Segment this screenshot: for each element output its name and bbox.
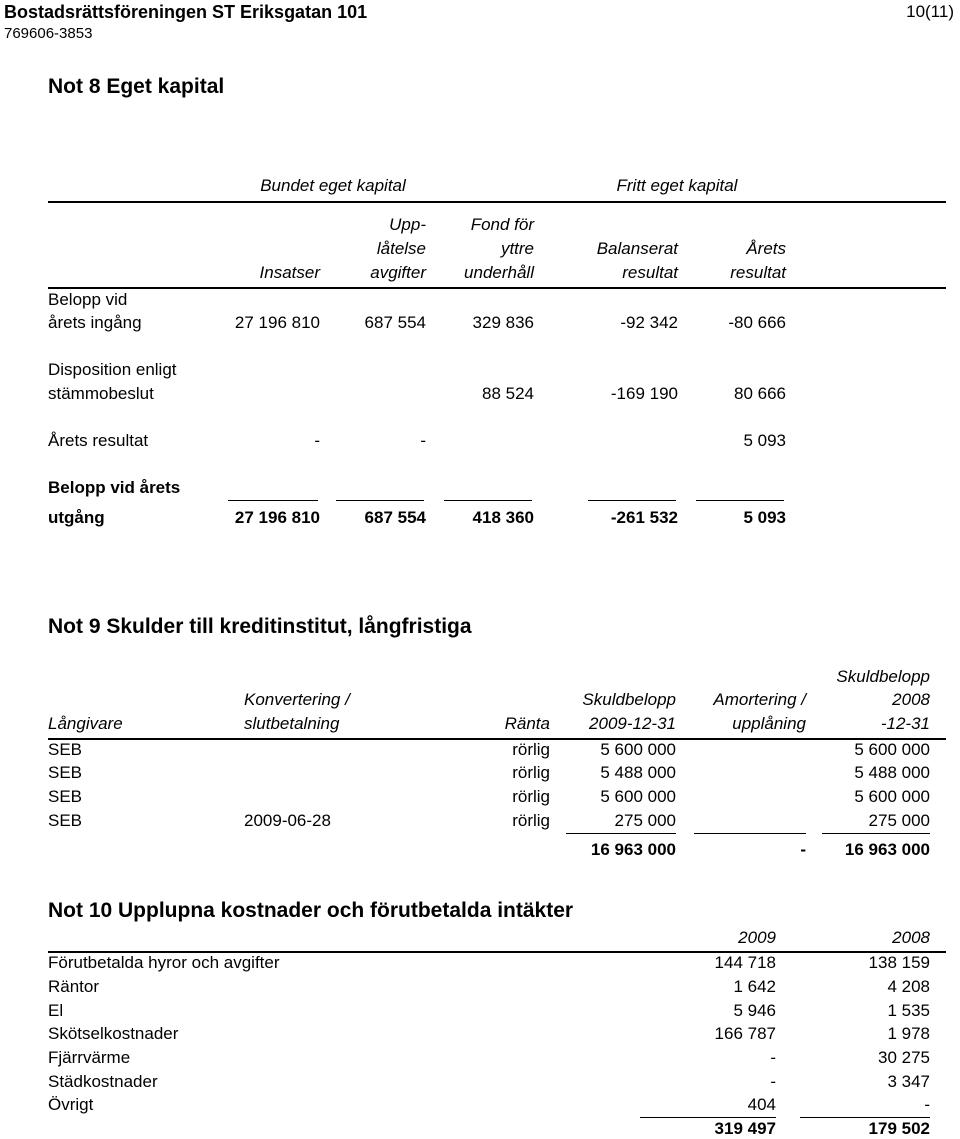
table-row-rate: rörlig bbox=[512, 740, 550, 759]
col-header-langivare: Långivare bbox=[48, 714, 123, 733]
total-debt-2008: 16 963 000 bbox=[844, 840, 930, 859]
table-row-debt-2008: 5 600 000 bbox=[854, 787, 930, 806]
list-item-2008: 3 347 bbox=[887, 1072, 930, 1091]
list-item-label: Städkostnader bbox=[48, 1072, 158, 1091]
col-header-fond-l3: underhåll bbox=[464, 263, 534, 282]
row-label: stämmobeslut bbox=[48, 384, 154, 403]
cell-value: 80 666 bbox=[734, 384, 786, 403]
note-8-title: Not 8 Eget kapital bbox=[48, 75, 225, 98]
table-row-debt-2009: 5 600 000 bbox=[600, 740, 676, 759]
col-header-amortering-l2: Amortering / bbox=[713, 690, 806, 709]
row-label: Belopp vid årets bbox=[48, 478, 181, 497]
sum-rule bbox=[640, 1117, 776, 1118]
col-header-upplatelse-l3: avgifter bbox=[370, 263, 426, 282]
col-header-konvertering-l3: slutbetalning bbox=[244, 714, 340, 733]
table-row-lender: SEB bbox=[48, 787, 83, 806]
table-row-rate: rörlig bbox=[512, 811, 550, 830]
list-item-2008: 1 535 bbox=[887, 1001, 930, 1020]
sum-rule bbox=[588, 500, 676, 501]
list-item-2009: - bbox=[770, 1048, 776, 1067]
table-row-debt-2009: 5 488 000 bbox=[600, 763, 676, 782]
cell-value: 5 093 bbox=[743, 431, 786, 450]
table-row-lender: SEB bbox=[48, 740, 83, 759]
cell-value: 88 524 bbox=[482, 384, 534, 403]
list-item-2009: 404 bbox=[747, 1095, 776, 1114]
col-header-balanserat-l2: Balanserat bbox=[596, 239, 678, 258]
cell-value: -92 342 bbox=[620, 313, 678, 332]
cell-value: 27 196 810 bbox=[234, 313, 320, 332]
row-label: utgång bbox=[48, 508, 105, 527]
col-header-balanserat-l3: resultat bbox=[622, 263, 678, 282]
col-header-2008: 2008 bbox=[892, 928, 930, 947]
col-header-amortering-l3: upplåning bbox=[732, 714, 806, 733]
cell-value: 5 093 bbox=[743, 508, 786, 527]
col-header-fond-l1: Fond för bbox=[470, 215, 534, 234]
sum-rule bbox=[800, 1117, 930, 1118]
table-row-debt-2008: 5 488 000 bbox=[854, 763, 930, 782]
col-header-skuldbelopp-2008-l2: 2008 bbox=[892, 690, 930, 709]
sum-rule bbox=[694, 833, 806, 834]
group-header-bundet: Bundet eget kapital bbox=[260, 176, 406, 195]
cell-value: -80 666 bbox=[728, 313, 786, 332]
sum-rule bbox=[444, 500, 532, 501]
list-item-label: Fjärrvärme bbox=[48, 1048, 131, 1067]
note-9-title: Not 9 Skulder till kreditinstitut, långfristiga bbox=[48, 615, 472, 638]
table-row-debt-2009: 5 600 000 bbox=[600, 787, 676, 806]
table-row-lender: SEB bbox=[48, 811, 83, 830]
list-item-2008: 4 208 bbox=[887, 977, 930, 996]
row-label: årets ingång bbox=[48, 313, 142, 332]
col-header-skuldbelopp-2009-l2: Skuldbelopp bbox=[582, 690, 676, 709]
group-header-fritt: Fritt eget kapital bbox=[616, 176, 738, 195]
table-row-rate: rörlig bbox=[512, 787, 550, 806]
page-number: 10(11) bbox=[906, 2, 954, 21]
list-item-2009: 166 787 bbox=[714, 1024, 776, 1043]
table-row-lender: SEB bbox=[48, 763, 83, 782]
cell-value: 687 554 bbox=[364, 508, 426, 527]
total-2009: 319 497 bbox=[714, 1119, 776, 1138]
table-row-debt-2008: 5 600 000 bbox=[854, 740, 930, 759]
table-row-conversion-date: 2009-06-28 bbox=[244, 811, 331, 830]
sum-rule bbox=[336, 500, 424, 501]
note-8-group-rule bbox=[48, 201, 946, 203]
list-item-2008: 30 275 bbox=[878, 1048, 930, 1067]
col-header-ranta: Ränta bbox=[504, 714, 550, 733]
list-item-2009: - bbox=[770, 1072, 776, 1091]
note-10-title: Not 10 Upplupna kostnader och förutbetalda intäkter bbox=[48, 899, 574, 922]
row-label: Disposition enligt bbox=[48, 360, 177, 379]
row-label: Årets resultat bbox=[48, 431, 149, 450]
col-header-arets-l2: Årets bbox=[746, 239, 786, 258]
list-item-2008: 138 159 bbox=[868, 953, 930, 972]
col-header-insatser: Insatser bbox=[259, 263, 320, 282]
sum-rule bbox=[228, 500, 318, 501]
note-8-header-rule bbox=[48, 287, 946, 289]
col-header-skuldbelopp-2008-l1: Skuldbelopp bbox=[836, 667, 930, 686]
list-item-label: Förutbetalda hyror och avgifter bbox=[48, 953, 280, 972]
table-row-rate: rörlig bbox=[512, 763, 550, 782]
col-header-arets-l3: resultat bbox=[730, 263, 786, 282]
cell-value: - bbox=[420, 431, 426, 450]
list-item-2009: 144 718 bbox=[714, 953, 776, 972]
col-header-fond-l2: yttre bbox=[500, 239, 534, 258]
total-debt-2009: 16 963 000 bbox=[590, 840, 676, 859]
company-name: Bostadsrättsföreningen ST Eriksgatan 101 bbox=[4, 2, 368, 22]
col-header-konvertering-l2: Konvertering / bbox=[244, 690, 350, 709]
cell-value: 687 554 bbox=[364, 313, 426, 332]
row-label: Belopp vid bbox=[48, 290, 128, 309]
list-item-label: El bbox=[48, 1001, 64, 1020]
sum-rule bbox=[822, 833, 930, 834]
col-header-2009: 2009 bbox=[738, 928, 776, 947]
table-row-debt-2008: 275 000 bbox=[868, 811, 930, 830]
col-header-skuldbelopp-2008-l3: -12-31 bbox=[880, 714, 930, 733]
list-item-label: Skötselkostnader bbox=[48, 1024, 179, 1043]
list-item-label: Räntor bbox=[48, 977, 100, 996]
col-header-upplatelse-l1: Upp- bbox=[389, 215, 426, 234]
sum-rule bbox=[566, 833, 676, 834]
list-item-2009: 5 946 bbox=[733, 1001, 776, 1020]
col-header-skuldbelopp-2009-l3: 2009-12-31 bbox=[589, 714, 676, 733]
total-amortization: - bbox=[800, 840, 806, 859]
table-row-debt-2009: 275 000 bbox=[614, 811, 676, 830]
list-item-2008: - bbox=[924, 1095, 930, 1114]
col-header-upplatelse-l2: låtelse bbox=[376, 239, 426, 258]
cell-value: - bbox=[314, 431, 320, 450]
cell-value: 27 196 810 bbox=[234, 508, 320, 527]
org-number: 769606-3853 bbox=[4, 25, 93, 42]
list-item-label: Övrigt bbox=[48, 1095, 94, 1114]
cell-value: -169 190 bbox=[610, 384, 678, 403]
total-2008: 179 502 bbox=[868, 1119, 930, 1138]
cell-value: 418 360 bbox=[472, 508, 534, 527]
cell-value: 329 836 bbox=[472, 313, 534, 332]
list-item-2009: 1 642 bbox=[733, 977, 776, 996]
cell-value: -261 532 bbox=[610, 508, 678, 527]
sum-rule bbox=[696, 500, 784, 501]
list-item-2008: 1 978 bbox=[887, 1024, 930, 1043]
